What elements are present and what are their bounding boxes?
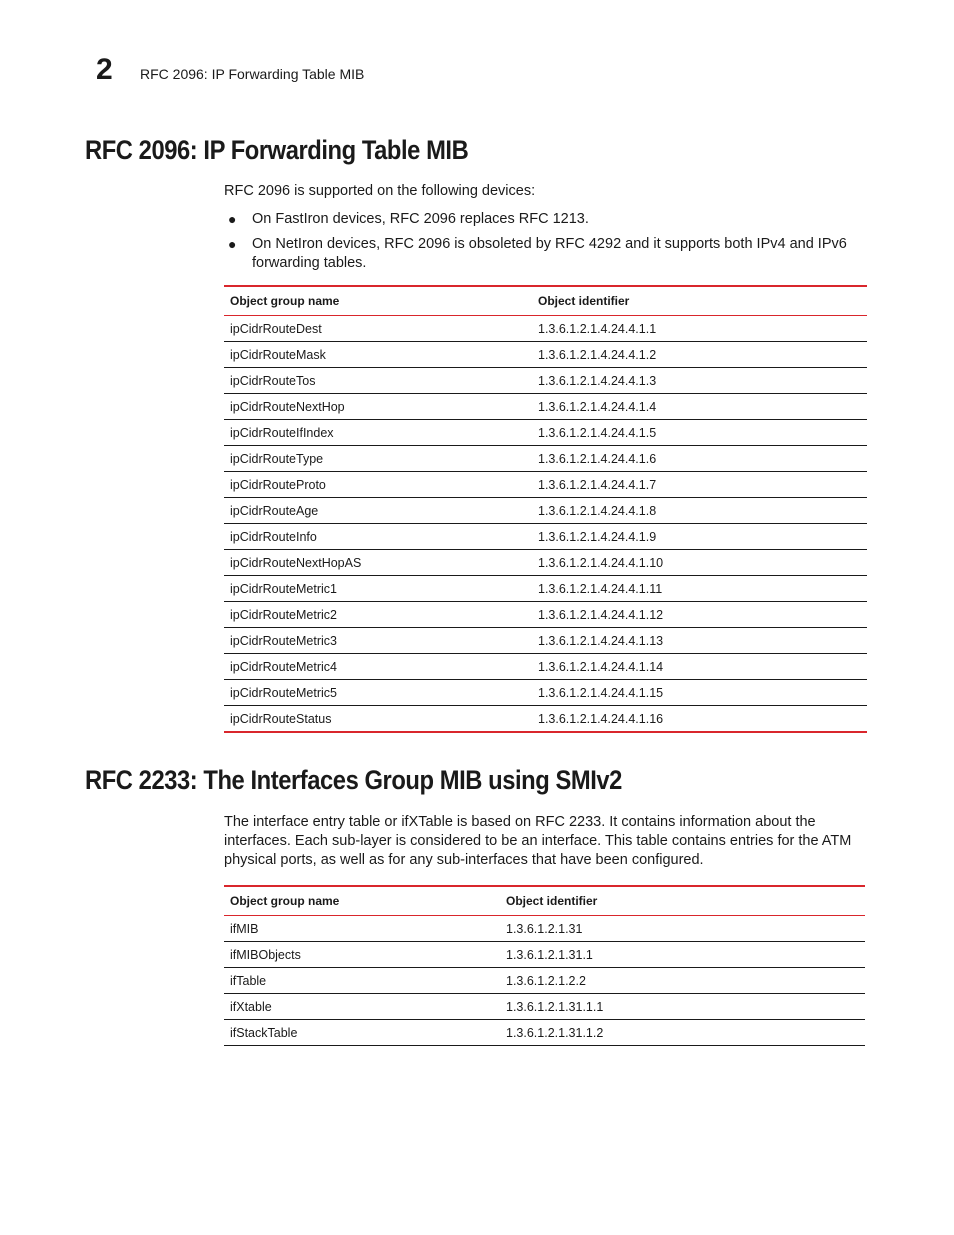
table-row bbox=[224, 576, 867, 602]
object-identifier-cell: 1.3.6.1.2.1.31.1.2 bbox=[500, 1020, 865, 1046]
object-group-name-cell: ipCidrRouteMetric5 bbox=[224, 680, 532, 706]
object-identifier-cell: 1.3.6.1.2.1.4.24.4.1.14 bbox=[532, 654, 867, 680]
table-row bbox=[224, 550, 867, 576]
object-group-name-cell: ifXtable bbox=[224, 994, 500, 1020]
object-identifier-cell: 1.3.6.1.2.1.4.24.4.1.4 bbox=[532, 394, 867, 420]
device-bullet-list bbox=[224, 210, 866, 279]
table-header-row bbox=[224, 286, 867, 316]
object-identifier-cell: 1.3.6.1.2.1.4.24.4.1.2 bbox=[532, 342, 867, 368]
section-title-rfc2233: RFC 2233: The Interfaces Group MIB using SMIv2 bbox=[85, 765, 622, 795]
object-group-name-cell: ifMIB bbox=[224, 916, 500, 942]
table-header-row bbox=[224, 886, 865, 916]
table-body bbox=[224, 916, 865, 1046]
table-row bbox=[224, 316, 867, 342]
object-identifier-cell: 1.3.6.1.2.1.4.24.4.1.3 bbox=[532, 368, 867, 394]
object-identifier-cell: 1.3.6.1.2.1.4.24.4.1.15 bbox=[532, 680, 867, 706]
table-row bbox=[224, 706, 867, 733]
table-row bbox=[224, 524, 867, 550]
object-identifier-cell: 1.3.6.1.2.1.4.24.4.1.7 bbox=[532, 472, 867, 498]
object-identifier-cell: 1.3.6.1.2.1.4.24.4.1.10 bbox=[532, 550, 867, 576]
table-row bbox=[224, 1020, 865, 1046]
bullet-item bbox=[224, 235, 866, 273]
object-identifier-cell: 1.3.6.1.2.1.4.24.4.1.1 bbox=[532, 316, 867, 342]
object-group-name-cell: ipCidrRouteNextHop bbox=[224, 394, 532, 420]
object-identifier-cell: 1.3.6.1.2.1.4.24.4.1.13 bbox=[532, 628, 867, 654]
table-row bbox=[224, 472, 867, 498]
object-group-name-cell: ipCidrRouteMetric2 bbox=[224, 602, 532, 628]
table-row bbox=[224, 680, 867, 706]
object-group-name-cell: ifTable bbox=[224, 968, 500, 994]
object-identifier-cell: 1.3.6.1.2.1.4.24.4.1.9 bbox=[532, 524, 867, 550]
object-group-name-cell: ipCidrRouteNextHopAS bbox=[224, 550, 532, 576]
table-row bbox=[224, 394, 867, 420]
bullet-item bbox=[224, 210, 866, 229]
table-row bbox=[224, 916, 865, 942]
object-group-name-cell: ipCidrRouteType bbox=[224, 446, 532, 472]
section-intro: RFC 2096 is supported on the following devices: bbox=[224, 183, 536, 199]
object-group-name-cell: ipCidrRouteStatus bbox=[224, 706, 532, 733]
object-identifier-cell: 1.3.6.1.2.1.4.24.4.1.5 bbox=[532, 420, 867, 446]
bullet-text: On NetIron devices, RFC 2096 is obsoleted by RFC 4292 and it supports both IPv4 and IPv6 forwarding tables. bbox=[252, 236, 847, 271]
object-group-name-cell: ipCidrRouteIfIndex bbox=[224, 420, 532, 446]
table-row bbox=[224, 446, 867, 472]
table-row bbox=[224, 994, 865, 1020]
table-row bbox=[224, 968, 865, 994]
section-title-rfc2096: RFC 2096: IP Forwarding Table MIB bbox=[85, 135, 469, 165]
object-identifier-cell: 1.3.6.1.2.1.31.1.1 bbox=[500, 994, 865, 1020]
column-header-object-identifier: Object identifier bbox=[532, 286, 867, 316]
running-header: RFC 2096: IP Forwarding Table MIB bbox=[140, 66, 365, 82]
table-row bbox=[224, 628, 867, 654]
rfc2233-oid-table bbox=[224, 885, 865, 1046]
object-identifier-cell: 1.3.6.1.2.1.4.24.4.1.12 bbox=[532, 602, 867, 628]
object-group-name-cell: ipCidrRouteMetric4 bbox=[224, 654, 532, 680]
table-row bbox=[224, 420, 867, 446]
object-identifier-cell: 1.3.6.1.2.1.4.24.4.1.11 bbox=[532, 576, 867, 602]
table-row bbox=[224, 342, 867, 368]
object-group-name-cell: ipCidrRouteMask bbox=[224, 342, 532, 368]
chapter-number: 2 bbox=[96, 53, 113, 86]
object-identifier-cell: 1.3.6.1.2.1.4.24.4.1.16 bbox=[532, 706, 867, 733]
column-header-object-group: Object group name bbox=[224, 886, 500, 916]
object-group-name-cell: ipCidrRouteAge bbox=[224, 498, 532, 524]
object-group-name-cell: ipCidrRouteMetric3 bbox=[224, 628, 532, 654]
object-group-name-cell: ifMIBObjects bbox=[224, 942, 500, 968]
object-group-name-cell: ipCidrRouteMetric1 bbox=[224, 576, 532, 602]
object-identifier-cell: 1.3.6.1.2.1.4.24.4.1.6 bbox=[532, 446, 867, 472]
column-header-object-identifier: Object identifier bbox=[500, 886, 865, 916]
table-row bbox=[224, 498, 867, 524]
section-paragraph: The interface entry table or ifXTable is based on RFC 2233. It contains information about the interfaces. Each sub-layer is considered to be an interface. This table contains entries for the ATM physical ports, as well as for any sub-interfaces that have been configured. bbox=[224, 814, 852, 868]
table-body bbox=[224, 316, 867, 733]
bullet-icon: ● bbox=[228, 211, 237, 227]
object-group-name-cell: ipCidrRouteTos bbox=[224, 368, 532, 394]
object-identifier-cell: 1.3.6.1.2.1.4.24.4.1.8 bbox=[532, 498, 867, 524]
object-group-name-cell: ipCidrRouteProto bbox=[224, 472, 532, 498]
object-identifier-cell: 1.3.6.1.2.1.31.1 bbox=[500, 942, 865, 968]
object-identifier-cell: 1.3.6.1.2.1.2.2 bbox=[500, 968, 865, 994]
object-identifier-cell: 1.3.6.1.2.1.31 bbox=[500, 916, 865, 942]
table-row bbox=[224, 602, 867, 628]
table-row bbox=[224, 654, 867, 680]
object-group-name-cell: ipCidrRouteDest bbox=[224, 316, 532, 342]
object-group-name-cell: ipCidrRouteInfo bbox=[224, 524, 532, 550]
bullet-icon: ● bbox=[228, 236, 237, 252]
table-row bbox=[224, 942, 865, 968]
column-header-object-group: Object group name bbox=[224, 286, 532, 316]
table-row bbox=[224, 368, 867, 394]
object-group-name-cell: ifStackTable bbox=[224, 1020, 500, 1046]
bullet-text: On FastIron devices, RFC 2096 replaces RFC 1213. bbox=[252, 211, 589, 227]
rfc2096-oid-table bbox=[224, 285, 867, 733]
